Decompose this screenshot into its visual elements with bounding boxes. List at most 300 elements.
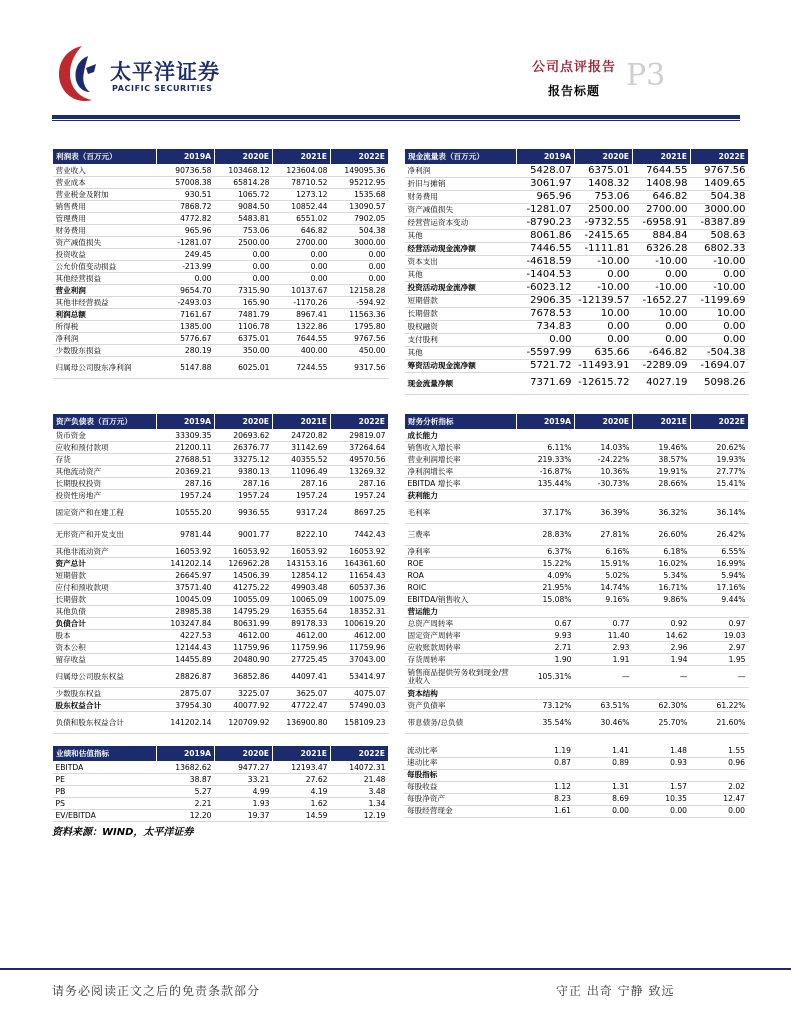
report-kind: 公司点评报告 [532,60,617,75]
value-cell: 2875.07 [157,688,215,700]
value-cell: -594.92 [331,297,389,309]
year-header-cell: 2021E [633,414,691,430]
value-cell: 10852.44 [273,201,331,213]
value-cell [517,606,575,618]
value-cell: 1408.32 [575,178,633,191]
value-cell: -1199.69 [691,295,749,308]
table-row [405,178,749,191]
value-cell: 646.82 [633,191,691,204]
value-cell: 4612.00 [273,630,331,642]
year-header-cell: 2019A [517,149,575,165]
table-row [405,217,749,230]
table-row [53,261,389,273]
value-cell: 24720.82 [273,430,331,442]
table-header-row [53,746,389,762]
table-row [53,810,389,822]
value-cell: 10045.09 [157,594,215,606]
value-cell: 27688.51 [157,454,215,466]
value-cell: -6958.91 [633,217,691,230]
table-header-row [53,149,389,165]
table-row [405,558,749,570]
valuation-table [52,745,389,822]
value-cell: 7481.79 [215,309,273,321]
table-row [405,594,749,606]
value-cell: 44097.41 [273,666,331,688]
row-label: 营运能力 [405,606,517,618]
row-label: 资产负债率 [405,700,517,712]
value-cell: 1957.24 [215,490,273,502]
value-cell: 3061.97 [517,178,575,191]
row-label: PB [53,786,157,798]
value-cell: 80631.99 [215,618,273,630]
value-cell: 12.20 [157,810,215,822]
table-row [53,321,389,333]
table-row [53,774,389,786]
table-row [404,793,748,805]
value-cell: 1.34 [331,798,389,810]
value-cell: 20.62% [691,442,749,454]
value-cell: 21.95% [517,582,575,594]
value-cell: 1408.98 [633,178,691,191]
value-cell: 10055.09 [215,594,273,606]
table-row [53,297,389,309]
row-label: 营业收入 [53,165,157,177]
table-row [53,786,389,798]
value-cell: 26376.77 [215,442,273,454]
row-label: 筹资活动现金流净额 [405,360,517,373]
value-cell: 1106.78 [215,321,273,333]
table-row [404,781,748,793]
value-cell [517,490,575,502]
value-cell: 11759.96 [331,642,389,654]
row-label: 毛利率 [405,502,517,524]
value-cell: 0.00 [575,321,633,334]
year-header-cell: 2020E [215,746,273,762]
row-label: 每股净资产 [404,793,516,805]
value-cell: 49570.56 [331,454,389,466]
value-cell: 1.48 [632,745,690,757]
value-cell: 4.09% [517,570,575,582]
value-cell: 0.00 [691,334,749,347]
table-row [53,478,389,490]
value-cell: 0.00 [331,249,389,261]
value-cell: 1385.00 [157,321,215,333]
value-cell: 3.48 [331,786,389,798]
value-cell: 0.00 [215,261,273,273]
value-cell: 10.35 [632,793,690,805]
value-cell: 10075.09 [331,594,389,606]
value-cell: 16053.92 [215,546,273,558]
value-cell: 6375.01 [215,333,273,345]
row-label: 经营活动现金流净额 [405,243,517,256]
value-cell: -10.00 [575,256,633,269]
value-cell: 965.96 [157,225,215,237]
table-row [53,213,389,225]
value-cell: 350.00 [215,345,273,357]
value-cell: -8387.89 [691,217,749,230]
cashflow-statement-table [404,148,749,395]
table-row [405,712,749,734]
value-cell: 89178.33 [273,618,331,630]
table-row [405,654,749,666]
value-cell: 10555.20 [157,502,215,524]
table-row [53,345,389,357]
value-cell: 0.00 [215,273,273,285]
value-cell: 2.97 [691,642,749,654]
value-cell: 0.00 [574,805,632,817]
value-cell: 7902.05 [331,213,389,225]
value-cell: 0.00 [273,273,331,285]
value-cell: 0.89 [574,757,632,769]
value-cell: 19.37 [215,810,273,822]
table-row [405,570,749,582]
row-label: 销售收入增长率 [405,442,517,454]
row-label: 营业成本 [53,177,157,189]
value-cell: 37043.00 [331,654,389,666]
value-cell: 753.06 [575,191,633,204]
value-cell: 8222.10 [273,524,331,546]
value-cell: 19.91% [633,466,691,478]
row-label: 少数股东权益 [53,688,157,700]
value-cell: 103468.12 [215,165,273,177]
value-cell: 0.00 [633,269,691,282]
value-cell: 1957.24 [331,490,389,502]
value-cell: 3000.00 [331,237,389,249]
value-cell: -9732.55 [575,217,633,230]
row-label: 固定资产和在建工程 [53,502,157,524]
value-cell: 3625.07 [273,688,331,700]
value-cell: 16.71% [633,582,691,594]
table-row [405,308,749,321]
value-cell: 53414.97 [331,666,389,688]
value-cell: 2906.35 [517,295,575,308]
value-cell: 62.30% [633,700,691,712]
table-row [405,243,749,256]
value-cell: -16.87% [517,466,575,478]
value-cell: 13682.62 [157,762,215,774]
table-row [405,360,749,373]
value-cell: 9.93 [517,630,575,642]
row-label: 销售费用 [53,201,157,213]
value-cell: 38.57% [633,454,691,466]
value-cell: 49903.48 [273,582,331,594]
value-cell: 9317.24 [273,502,331,524]
value-cell: 0.00 [331,261,389,273]
value-cell: 0.00 [690,805,748,817]
row-label: 其他 [405,347,517,360]
value-cell [690,769,748,781]
value-cell: 27725.45 [273,654,331,666]
year-header-cell: 2022E [331,149,389,165]
value-cell: 19.03 [691,630,749,642]
value-cell: 10065.09 [273,594,331,606]
table-row [53,309,389,321]
value-cell: 0.00 [157,273,215,285]
row-label: EBITDA [53,762,157,774]
value-cell: 0.77 [575,618,633,630]
row-label: 三费率 [405,524,517,546]
row-label: 长期借款 [405,308,517,321]
value-cell: 1957.24 [273,490,331,502]
value-cell: 9317.56 [331,357,389,379]
value-cell [691,490,749,502]
row-label: 营业利润 [53,285,157,297]
value-cell: 14506.39 [215,570,273,582]
value-cell: 219.33% [517,454,575,466]
value-cell: 36852.86 [215,666,273,688]
value-cell: 135.44% [517,478,575,490]
table-row [405,524,749,546]
value-cell: -1281.07 [157,237,215,249]
row-label: 每股指标 [404,769,516,781]
table-row [404,805,748,817]
value-cell: 450.00 [331,345,389,357]
row-label: 存货周转率 [405,654,517,666]
value-cell: 1795.80 [331,321,389,333]
year-header-cell: 2019A [157,746,215,762]
value-cell: 7868.72 [157,201,215,213]
value-cell: 1.95 [691,654,749,666]
value-cell: 504.38 [691,191,749,204]
value-cell: 9.44% [691,594,749,606]
value-cell: 635.66 [575,347,633,360]
table-row [405,256,749,269]
table-row [405,688,749,700]
value-cell: 4612.00 [331,630,389,642]
value-cell: 136900.80 [273,712,331,734]
table-row [53,798,389,810]
value-cell: 37264.64 [331,442,389,454]
table-row [404,757,748,769]
table-row [53,357,389,379]
value-cell: 5776.67 [157,333,215,345]
value-cell: 15.91% [575,558,633,570]
value-cell: 6.37% [517,546,575,558]
year-header-cell: 2021E [273,414,331,430]
value-cell: 37.17% [517,502,575,524]
value-cell: — [575,666,633,688]
value-cell: 28985.38 [157,606,215,618]
value-cell [633,688,691,700]
value-cell: 141202.14 [157,712,215,734]
value-cell: 13269.32 [331,466,389,478]
value-cell: 2.21 [157,798,215,810]
company-logo [52,42,222,106]
year-header-cell: 2019A [517,414,575,430]
table-row [53,177,389,189]
value-cell: 0.00 [273,249,331,261]
value-cell: 0.00 [517,334,575,347]
row-label: 其他负债 [53,606,157,618]
value-cell: 10.36% [575,466,633,478]
row-label: 资产减值损失 [405,204,517,217]
year-header-cell: 2021E [273,746,331,762]
table-row [405,165,749,178]
row-label: ROIC [405,582,517,594]
value-cell: 734.83 [517,321,575,334]
value-cell: 0.00 [331,273,389,285]
value-cell: 5.27 [157,786,215,798]
value-cell: -2415.65 [575,230,633,243]
table-row [53,762,389,774]
value-cell: 35.54% [517,712,575,734]
value-cell: 4.99 [215,786,273,798]
year-header-cell: 2022E [691,414,749,430]
value-cell [691,430,749,442]
value-cell: 4.19 [273,786,331,798]
year-header-cell: 2022E [691,149,749,165]
value-cell: 18352.31 [331,606,389,618]
value-cell: 16053.92 [157,546,215,558]
value-cell: -4618.59 [517,256,575,269]
row-label: 营业税金及附加 [53,189,157,201]
table-row [53,618,389,630]
value-cell [517,430,575,442]
value-cell: 965.96 [517,191,575,204]
value-cell: -1170.26 [273,297,331,309]
year-header-cell: 2020E [575,414,633,430]
value-cell: 38.87 [157,774,215,786]
year-header-cell: 2021E [633,149,691,165]
value-cell: -504.38 [691,347,749,360]
financial-ratios-table [404,413,749,734]
value-cell: -12615.72 [575,373,633,395]
value-cell: 0.93 [632,757,690,769]
value-cell: 21.60% [691,712,749,734]
row-label: 经营营运资本变动 [405,217,517,230]
row-label: 应收账款周转率 [405,642,517,654]
year-header-cell: 2022E [331,746,389,762]
value-cell: 6802.33 [691,243,749,256]
value-cell: 1535.68 [331,189,389,201]
row-label: 财务费用 [53,225,157,237]
value-cell: 1.31 [574,781,632,793]
row-label: 无形资产和开发支出 [53,524,157,546]
row-label: 资本公积 [53,642,157,654]
row-label: 其他流动资产 [53,466,157,478]
row-label: 其他非经营损益 [53,297,157,309]
row-label: 留存收益 [53,654,157,666]
table-row [405,295,749,308]
value-cell: -11493.91 [575,360,633,373]
value-cell: 29819.07 [331,430,389,442]
table-row [405,666,749,688]
table-row [405,373,749,395]
value-cell: 504.38 [331,225,389,237]
value-cell: 4075.07 [331,688,389,700]
row-label: PE [53,774,157,786]
row-label: 资产减值损失 [53,237,157,249]
value-cell: 26.60% [633,524,691,546]
value-cell: 249.45 [157,249,215,261]
value-cell: 2500.00 [575,204,633,217]
value-cell: 8.69 [574,793,632,805]
value-cell: 19.93% [691,454,749,466]
row-label: ROE [405,558,517,570]
value-cell: 26645.97 [157,570,215,582]
value-cell [517,688,575,700]
value-cell: 21200.11 [157,442,215,454]
table-row [53,700,389,712]
row-label: 支付股利 [405,334,517,347]
row-label: 利润总额 [53,309,157,321]
value-cell: 2.93 [575,642,633,654]
value-cell: 0.67 [517,618,575,630]
table-row [405,502,749,524]
row-label: 带息债务/总负债 [405,712,517,734]
value-cell: 7371.69 [517,373,575,395]
value-cell: 0.97 [691,618,749,630]
value-cell: 0.00 [691,269,749,282]
company-motto: 守正 出奇 宁静 致远 [556,984,675,998]
value-cell: 141202.14 [157,558,215,570]
value-cell: 6.18% [633,546,691,558]
table-header-row [405,414,749,430]
value-cell: 1.61 [516,805,574,817]
value-cell: 287.16 [273,478,331,490]
table-row [53,442,389,454]
table-row [53,630,389,642]
financial-ratios-table-continued [404,745,748,818]
value-cell: 7315.90 [215,285,273,297]
table-row [53,666,389,688]
row-label: EBITDA 增长率 [405,478,517,490]
table-row [405,618,749,630]
table-row [405,630,749,642]
value-cell: -1652.27 [633,295,691,308]
table-title-cell: 资产负债表（百万元） [53,414,157,430]
value-cell: 12.19 [331,810,389,822]
income-statement-table [52,148,389,379]
value-cell: 33309.35 [157,430,215,442]
table-row [405,606,749,618]
row-label: 获利能力 [405,490,517,502]
value-cell: 15.08% [517,594,575,606]
value-cell: 508.63 [691,230,749,243]
table-row [405,490,749,502]
value-cell: 11759.96 [215,642,273,654]
row-label: 资产总计 [53,558,157,570]
value-cell: -8790.23 [517,217,575,230]
row-label: 净利率 [405,546,517,558]
value-cell: 884.84 [633,230,691,243]
value-cell: 15.41% [691,478,749,490]
value-cell: 37954.30 [157,700,215,712]
value-cell: 1.93 [215,798,273,810]
value-cell [516,769,574,781]
header-divider [52,115,740,119]
value-cell: 26.42% [691,524,749,546]
value-cell: 6326.28 [633,243,691,256]
table-row [405,282,749,295]
value-cell: 0.92 [633,618,691,630]
value-cell: 1.19 [516,745,574,757]
value-cell: -10.00 [691,256,749,269]
value-cell: 1.90 [517,654,575,666]
row-label: PS [53,798,157,810]
value-cell [633,430,691,442]
value-cell: 41275.22 [215,582,273,594]
value-cell: 10137.67 [273,285,331,297]
table-row [53,546,389,558]
value-cell: 14072.31 [331,762,389,774]
year-header-cell: 2019A [157,414,215,430]
table-row [53,430,389,442]
value-cell: 4772.82 [157,213,215,225]
table-row [53,249,389,261]
row-label: 折旧与摊销 [405,178,517,191]
value-cell: 7644.55 [633,165,691,178]
